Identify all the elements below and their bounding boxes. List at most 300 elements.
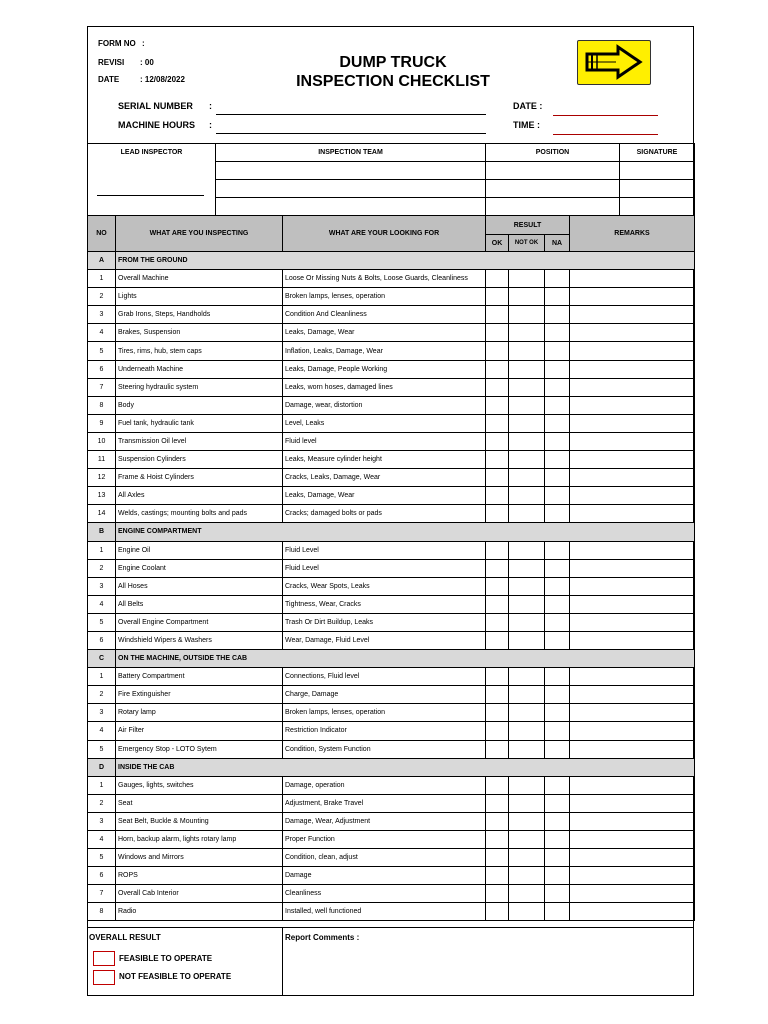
table-row bbox=[88, 505, 695, 523]
item-looking-for: Wear, Damage, Fluid Level bbox=[283, 631, 486, 649]
result-not-ok-cell[interactable] bbox=[509, 270, 545, 288]
item-inspecting: Suspension Cylinders bbox=[116, 451, 283, 469]
item-looking-for: Condition, System Function bbox=[283, 740, 486, 758]
col-no-header: NO bbox=[88, 216, 116, 252]
item-looking-for: Broken lamps, lenses, operation bbox=[283, 288, 486, 306]
item-looking-for: Leaks, worn hoses, damaged lines bbox=[283, 378, 486, 396]
section-title: ON THE MACHINE, OUTSIDE THE CAB bbox=[116, 650, 695, 668]
result-na-cell[interactable] bbox=[545, 686, 570, 704]
result-ok-cell[interactable] bbox=[486, 903, 509, 921]
result-na-cell[interactable] bbox=[545, 885, 570, 903]
item-inspecting: Brakes, Suspension bbox=[116, 324, 283, 342]
item-looking-for: Leaks, Damage, Wear bbox=[283, 324, 486, 342]
remarks-cell[interactable] bbox=[570, 396, 695, 414]
date-field[interactable] bbox=[553, 115, 658, 116]
remarks-cell[interactable] bbox=[570, 378, 695, 396]
remarks-cell[interactable] bbox=[570, 360, 695, 378]
remarks-cell[interactable] bbox=[570, 577, 695, 595]
remarks-cell[interactable] bbox=[570, 487, 695, 505]
result-ok-cell[interactable] bbox=[486, 849, 509, 867]
result-not-ok-cell[interactable] bbox=[509, 740, 545, 758]
result-na-cell[interactable] bbox=[545, 794, 570, 812]
result-na-cell[interactable] bbox=[545, 867, 570, 885]
item-looking-for: Tightness, Wear, Cracks bbox=[283, 595, 486, 613]
result-na-cell[interactable] bbox=[545, 812, 570, 830]
result-ok-cell[interactable] bbox=[486, 631, 509, 649]
col-looking-for-header: WHAT ARE YOUR LOOKING FOR bbox=[283, 216, 486, 252]
result-ok-cell[interactable] bbox=[486, 469, 509, 487]
result-not-ok-cell[interactable] bbox=[509, 487, 545, 505]
item-no: 6 bbox=[88, 867, 116, 885]
result-ok-cell[interactable] bbox=[486, 704, 509, 722]
footer-divider bbox=[282, 928, 283, 996]
team-member-cell[interactable] bbox=[216, 180, 486, 198]
result-na-cell[interactable] bbox=[545, 776, 570, 794]
section-code: C bbox=[88, 650, 116, 668]
team-member-cell[interactable] bbox=[216, 198, 486, 216]
item-no: 13 bbox=[88, 487, 116, 505]
item-inspecting: All Belts bbox=[116, 595, 283, 613]
result-na-cell[interactable] bbox=[545, 324, 570, 342]
item-looking-for: Broken lamps, lenses, operation bbox=[283, 704, 486, 722]
table-row bbox=[88, 668, 695, 686]
result-not-ok-cell[interactable] bbox=[509, 831, 545, 849]
remarks-cell[interactable] bbox=[570, 451, 695, 469]
result-na-cell[interactable] bbox=[545, 396, 570, 414]
lead-inspector-line bbox=[97, 195, 204, 196]
result-na-cell[interactable] bbox=[545, 487, 570, 505]
item-no: 6 bbox=[88, 631, 116, 649]
item-looking-for: Adjustment, Brake Travel bbox=[283, 794, 486, 812]
result-ok-cell[interactable] bbox=[486, 577, 509, 595]
result-not-ok-cell[interactable] bbox=[509, 668, 545, 686]
result-ok-cell[interactable] bbox=[486, 541, 509, 559]
result-not-ok-cell[interactable] bbox=[509, 541, 545, 559]
result-na-cell[interactable] bbox=[545, 451, 570, 469]
item-looking-for: Installed, well functioned bbox=[283, 903, 486, 921]
result-not-ok-cell[interactable] bbox=[509, 704, 545, 722]
result-ok-cell[interactable] bbox=[486, 505, 509, 523]
table-row bbox=[88, 451, 695, 469]
report-comments-label: Report Comments : bbox=[285, 933, 360, 942]
item-looking-for: Damage, wear, distortion bbox=[283, 396, 486, 414]
remarks-cell[interactable] bbox=[570, 740, 695, 758]
item-inspecting: Fuel tank, hydraulic tank bbox=[116, 414, 283, 432]
result-not-ok-cell[interactable] bbox=[509, 722, 545, 740]
result-ok-cell[interactable] bbox=[486, 342, 509, 360]
result-ok-cell[interactable] bbox=[486, 559, 509, 577]
item-inspecting: Horn, backup alarm, lights rotary lamp bbox=[116, 831, 283, 849]
signature-cell[interactable] bbox=[620, 180, 695, 198]
result-ok-cell[interactable] bbox=[486, 613, 509, 631]
item-looking-for: Damage, operation bbox=[283, 776, 486, 794]
section-code: A bbox=[88, 252, 116, 270]
item-no: 4 bbox=[88, 595, 116, 613]
result-ok-cell[interactable] bbox=[486, 722, 509, 740]
item-inspecting: Lights bbox=[116, 288, 283, 306]
result-ok-cell[interactable] bbox=[486, 378, 509, 396]
remarks-cell[interactable] bbox=[570, 559, 695, 577]
result-ok-cell[interactable] bbox=[486, 794, 509, 812]
result-not-ok-cell[interactable] bbox=[509, 595, 545, 613]
remarks-cell[interactable] bbox=[570, 541, 695, 559]
table-row bbox=[88, 270, 695, 288]
result-na-cell[interactable] bbox=[545, 378, 570, 396]
result-na-cell[interactable] bbox=[545, 469, 570, 487]
table-row bbox=[88, 360, 695, 378]
footer bbox=[88, 927, 693, 996]
table-row bbox=[88, 722, 695, 740]
item-no: 9 bbox=[88, 414, 116, 432]
result-na-cell[interactable] bbox=[545, 270, 570, 288]
result-not-ok-cell[interactable] bbox=[509, 812, 545, 830]
result-na-cell[interactable] bbox=[545, 740, 570, 758]
form-no-value: : bbox=[142, 39, 145, 48]
item-inspecting: Body bbox=[116, 396, 283, 414]
result-na-cell[interactable] bbox=[545, 613, 570, 631]
item-inspecting: All Axles bbox=[116, 487, 283, 505]
table-row bbox=[88, 342, 695, 360]
table-row bbox=[88, 306, 695, 324]
result-not-ok-cell[interactable] bbox=[509, 885, 545, 903]
lead-inspector-cell[interactable] bbox=[88, 144, 216, 216]
item-inspecting: Battery Compartment bbox=[116, 668, 283, 686]
remarks-cell[interactable] bbox=[570, 270, 695, 288]
col-not-ok-header: NOT OK bbox=[509, 235, 545, 252]
result-na-cell[interactable] bbox=[545, 849, 570, 867]
remarks-cell[interactable] bbox=[570, 722, 695, 740]
table-row bbox=[88, 577, 695, 595]
result-not-ok-cell[interactable] bbox=[509, 469, 545, 487]
item-looking-for: Leaks, Damage, People Working bbox=[283, 360, 486, 378]
result-not-ok-cell[interactable] bbox=[509, 306, 545, 324]
item-looking-for: Loose Or Missing Nuts & Bolts, Loose Guards, Cleanliness bbox=[283, 270, 486, 288]
remarks-cell[interactable] bbox=[570, 469, 695, 487]
result-ok-cell[interactable] bbox=[486, 668, 509, 686]
revisi-row bbox=[98, 58, 154, 67]
item-looking-for: Condition And Cleanliness bbox=[283, 306, 486, 324]
item-inspecting: Welds, castings; mounting bolts and pads bbox=[116, 505, 283, 523]
table-row bbox=[88, 595, 695, 613]
result-ok-cell[interactable] bbox=[486, 270, 509, 288]
item-no: 14 bbox=[88, 505, 116, 523]
result-not-ok-cell[interactable] bbox=[509, 360, 545, 378]
result-na-cell[interactable] bbox=[545, 704, 570, 722]
table-row bbox=[88, 288, 695, 306]
result-ok-cell[interactable] bbox=[486, 776, 509, 794]
remarks-cell[interactable] bbox=[570, 831, 695, 849]
position-cell[interactable] bbox=[486, 198, 620, 216]
result-ok-cell[interactable] bbox=[486, 324, 509, 342]
item-looking-for: Proper Function bbox=[283, 831, 486, 849]
result-ok-cell[interactable] bbox=[486, 812, 509, 830]
item-inspecting: Fire Extinguisher bbox=[116, 686, 283, 704]
serial-number-colon: : bbox=[209, 101, 212, 111]
position-cell[interactable] bbox=[486, 162, 620, 180]
team-member-cell[interactable] bbox=[216, 162, 486, 180]
position-cell[interactable] bbox=[486, 180, 620, 198]
item-inspecting: Gauges, lights, switches bbox=[116, 776, 283, 794]
table-row bbox=[88, 631, 695, 649]
result-na-cell[interactable] bbox=[545, 342, 570, 360]
result-na-cell[interactable] bbox=[545, 288, 570, 306]
remarks-cell[interactable] bbox=[570, 324, 695, 342]
result-na-cell[interactable] bbox=[545, 722, 570, 740]
inspection-team-table bbox=[87, 143, 695, 216]
table-row bbox=[88, 794, 695, 812]
result-ok-cell[interactable] bbox=[486, 396, 509, 414]
item-no: 1 bbox=[88, 776, 116, 794]
result-na-cell[interactable] bbox=[545, 432, 570, 450]
result-not-ok-cell[interactable] bbox=[509, 505, 545, 523]
lead-inspector-label: LEAD INSPECTOR bbox=[120, 149, 183, 156]
remarks-cell[interactable] bbox=[570, 342, 695, 360]
item-no: 3 bbox=[88, 577, 116, 595]
remarks-cell[interactable] bbox=[570, 885, 695, 903]
remarks-cell[interactable] bbox=[570, 849, 695, 867]
result-ok-cell[interactable] bbox=[486, 414, 509, 432]
serial-number-field[interactable] bbox=[216, 114, 486, 115]
date-label: DATE bbox=[98, 75, 120, 84]
section-code: D bbox=[88, 758, 116, 776]
item-inspecting: Steering hydraulic system bbox=[116, 378, 283, 396]
remarks-cell[interactable] bbox=[570, 668, 695, 686]
item-looking-for: Charge, Damage bbox=[283, 686, 486, 704]
item-no: 10 bbox=[88, 432, 116, 450]
remarks-cell[interactable] bbox=[570, 306, 695, 324]
result-not-ok-cell[interactable] bbox=[509, 613, 545, 631]
remarks-cell[interactable] bbox=[570, 414, 695, 432]
remarks-cell[interactable] bbox=[570, 288, 695, 306]
overall-result-label: OVERALL RESULT bbox=[89, 933, 161, 942]
result-not-ok-cell[interactable] bbox=[509, 432, 545, 450]
revisi-label: REVISI bbox=[98, 58, 125, 67]
item-inspecting: Radio bbox=[116, 903, 283, 921]
result-not-ok-cell[interactable] bbox=[509, 867, 545, 885]
result-ok-cell[interactable] bbox=[486, 686, 509, 704]
remarks-cell[interactable] bbox=[570, 686, 695, 704]
item-looking-for: Restriction Indicator bbox=[283, 722, 486, 740]
result-not-ok-cell[interactable] bbox=[509, 324, 545, 342]
table-row bbox=[88, 487, 695, 505]
item-no: 8 bbox=[88, 903, 116, 921]
item-inspecting: Overall Engine Compartment bbox=[116, 613, 283, 631]
result-ok-cell[interactable] bbox=[486, 740, 509, 758]
item-inspecting: Emergency Stop - LOTO Sytem bbox=[116, 740, 283, 758]
result-na-cell[interactable] bbox=[545, 541, 570, 559]
table-row bbox=[88, 776, 695, 794]
remarks-cell[interactable] bbox=[570, 867, 695, 885]
item-looking-for: Connections, Fluid level bbox=[283, 668, 486, 686]
item-inspecting: All Hoses bbox=[116, 577, 283, 595]
report-comments-area[interactable] bbox=[284, 944, 692, 994]
item-no: 5 bbox=[88, 849, 116, 867]
result-na-cell[interactable] bbox=[545, 559, 570, 577]
item-inspecting: Engine Oil bbox=[116, 541, 283, 559]
machine-hours-field[interactable] bbox=[216, 133, 486, 134]
item-looking-for: Cracks, Wear Spots, Leaks bbox=[283, 577, 486, 595]
item-looking-for: Trash Or Dirt Buildup, Leaks bbox=[283, 613, 486, 631]
item-no: 2 bbox=[88, 288, 116, 306]
signature-cell[interactable] bbox=[620, 198, 695, 216]
remarks-cell[interactable] bbox=[570, 794, 695, 812]
remarks-cell[interactable] bbox=[570, 595, 695, 613]
table-row bbox=[88, 867, 695, 885]
result-not-ok-cell[interactable] bbox=[509, 686, 545, 704]
result-not-ok-cell[interactable] bbox=[509, 794, 545, 812]
remarks-cell[interactable] bbox=[570, 704, 695, 722]
result-ok-cell[interactable] bbox=[486, 451, 509, 469]
item-no: 8 bbox=[88, 396, 116, 414]
item-inspecting: Tires, rims, hub, stem caps bbox=[116, 342, 283, 360]
table-row bbox=[88, 686, 695, 704]
item-no: 5 bbox=[88, 342, 116, 360]
date-value: : 12/08/2022 bbox=[140, 75, 185, 84]
item-no: 1 bbox=[88, 668, 116, 686]
item-inspecting: ROPS bbox=[116, 867, 283, 885]
result-na-cell[interactable] bbox=[545, 414, 570, 432]
item-looking-for: Inflation, Leaks, Damage, Wear bbox=[283, 342, 486, 360]
result-not-ok-cell[interactable] bbox=[509, 378, 545, 396]
form-no-text: FORM NO bbox=[98, 39, 136, 48]
table-row bbox=[88, 414, 695, 432]
item-no: 3 bbox=[88, 306, 116, 324]
result-na-cell[interactable] bbox=[545, 668, 570, 686]
item-inspecting: Windshield Wipers & Washers bbox=[116, 631, 283, 649]
result-not-ok-cell[interactable] bbox=[509, 849, 545, 867]
result-not-ok-cell[interactable] bbox=[509, 577, 545, 595]
title-line-1: DUMP TRUCK bbox=[339, 54, 447, 71]
item-looking-for: Fluid Level bbox=[283, 541, 486, 559]
result-not-ok-cell[interactable] bbox=[509, 903, 545, 921]
remarks-cell[interactable] bbox=[570, 631, 695, 649]
table-row bbox=[88, 831, 695, 849]
result-na-cell[interactable] bbox=[545, 631, 570, 649]
result-ok-cell[interactable] bbox=[486, 432, 509, 450]
result-not-ok-cell[interactable] bbox=[509, 559, 545, 577]
table-row bbox=[88, 849, 695, 867]
signature-cell[interactable] bbox=[620, 162, 695, 180]
remarks-cell[interactable] bbox=[570, 432, 695, 450]
col-ok-header: OK bbox=[486, 235, 509, 252]
table-row bbox=[88, 885, 695, 903]
result-not-ok-cell[interactable] bbox=[509, 288, 545, 306]
time-field[interactable] bbox=[553, 134, 658, 135]
signature-header: SIGNATURE bbox=[620, 144, 695, 162]
result-ok-cell[interactable] bbox=[486, 306, 509, 324]
result-ok-cell[interactable] bbox=[486, 885, 509, 903]
result-na-cell[interactable] bbox=[545, 360, 570, 378]
item-looking-for: Fluid level bbox=[283, 432, 486, 450]
item-inspecting: Grab Irons, Steps, Handholds bbox=[116, 306, 283, 324]
item-inspecting: Overall Machine bbox=[116, 270, 283, 288]
result-ok-cell[interactable] bbox=[486, 288, 509, 306]
result-na-cell[interactable] bbox=[545, 505, 570, 523]
result-ok-cell[interactable] bbox=[486, 487, 509, 505]
item-no: 11 bbox=[88, 451, 116, 469]
result-ok-cell[interactable] bbox=[486, 831, 509, 849]
result-not-ok-cell[interactable] bbox=[509, 396, 545, 414]
table-row bbox=[88, 559, 695, 577]
section-title: ENGINE COMPARTMENT bbox=[116, 523, 695, 541]
table-row bbox=[88, 378, 695, 396]
remarks-cell[interactable] bbox=[570, 812, 695, 830]
time-field-label: TIME : bbox=[513, 120, 540, 130]
col-na-header: NA bbox=[545, 235, 570, 252]
item-no: 7 bbox=[88, 378, 116, 396]
result-not-ok-cell[interactable] bbox=[509, 776, 545, 794]
item-inspecting: Engine Coolant bbox=[116, 559, 283, 577]
item-looking-for: Leaks, Damage, Wear bbox=[283, 487, 486, 505]
item-looking-for: Level, Leaks bbox=[283, 414, 486, 432]
not-feasible-checkbox[interactable] bbox=[93, 970, 115, 985]
item-inspecting: Seat Belt, Buckle & Mounting bbox=[116, 812, 283, 830]
result-ok-cell[interactable] bbox=[486, 360, 509, 378]
remarks-cell[interactable] bbox=[570, 613, 695, 631]
date-field-label: DATE : bbox=[513, 101, 543, 111]
result-ok-cell[interactable] bbox=[486, 595, 509, 613]
col-remarks-header: REMARKS bbox=[570, 216, 695, 252]
item-inspecting: Rotary lamp bbox=[116, 704, 283, 722]
item-looking-for: Condition, clean, adjust bbox=[283, 849, 486, 867]
date-row bbox=[98, 75, 185, 84]
item-no: 2 bbox=[88, 559, 116, 577]
item-looking-for: Damage, Wear, Adjustment bbox=[283, 812, 486, 830]
result-not-ok-cell[interactable] bbox=[509, 451, 545, 469]
item-inspecting: Seat bbox=[116, 794, 283, 812]
arrow-right-icon bbox=[577, 40, 651, 85]
result-na-cell[interactable] bbox=[545, 306, 570, 324]
result-not-ok-cell[interactable] bbox=[509, 342, 545, 360]
item-no: 3 bbox=[88, 704, 116, 722]
item-no: 6 bbox=[88, 360, 116, 378]
table-row bbox=[88, 469, 695, 487]
col-inspecting-header: WHAT ARE YOU INSPECTING bbox=[116, 216, 283, 252]
item-looking-for: Damage bbox=[283, 867, 486, 885]
remarks-cell[interactable] bbox=[570, 776, 695, 794]
result-na-cell[interactable] bbox=[545, 595, 570, 613]
item-no: 4 bbox=[88, 722, 116, 740]
section-row bbox=[88, 523, 695, 541]
table-row bbox=[88, 541, 695, 559]
item-no: 4 bbox=[88, 831, 116, 849]
item-no: 12 bbox=[88, 469, 116, 487]
remarks-cell[interactable] bbox=[570, 505, 695, 523]
table-row bbox=[88, 324, 695, 342]
feasible-checkbox[interactable] bbox=[93, 951, 115, 966]
table-row bbox=[88, 740, 695, 758]
result-not-ok-cell[interactable] bbox=[509, 631, 545, 649]
item-no: 5 bbox=[88, 613, 116, 631]
table-row bbox=[88, 812, 695, 830]
result-na-cell[interactable] bbox=[545, 831, 570, 849]
feasible-label: FEASIBLE TO OPERATE bbox=[119, 954, 213, 963]
form-title bbox=[278, 53, 508, 91]
item-inspecting: Overall Cab Interior bbox=[116, 885, 283, 903]
item-inspecting: Frame & Hoist Cylinders bbox=[116, 469, 283, 487]
result-na-cell[interactable] bbox=[545, 577, 570, 595]
inspection-form bbox=[87, 26, 694, 996]
inspection-team-header: INSPECTION TEAM bbox=[216, 144, 486, 162]
result-not-ok-cell[interactable] bbox=[509, 414, 545, 432]
result-na-cell[interactable] bbox=[545, 903, 570, 921]
table-row bbox=[88, 704, 695, 722]
remarks-cell[interactable] bbox=[570, 903, 695, 921]
item-no: 7 bbox=[88, 885, 116, 903]
result-ok-cell[interactable] bbox=[486, 867, 509, 885]
title-line-2: INSPECTION CHECKLIST bbox=[296, 73, 490, 90]
item-no: 1 bbox=[88, 270, 116, 288]
